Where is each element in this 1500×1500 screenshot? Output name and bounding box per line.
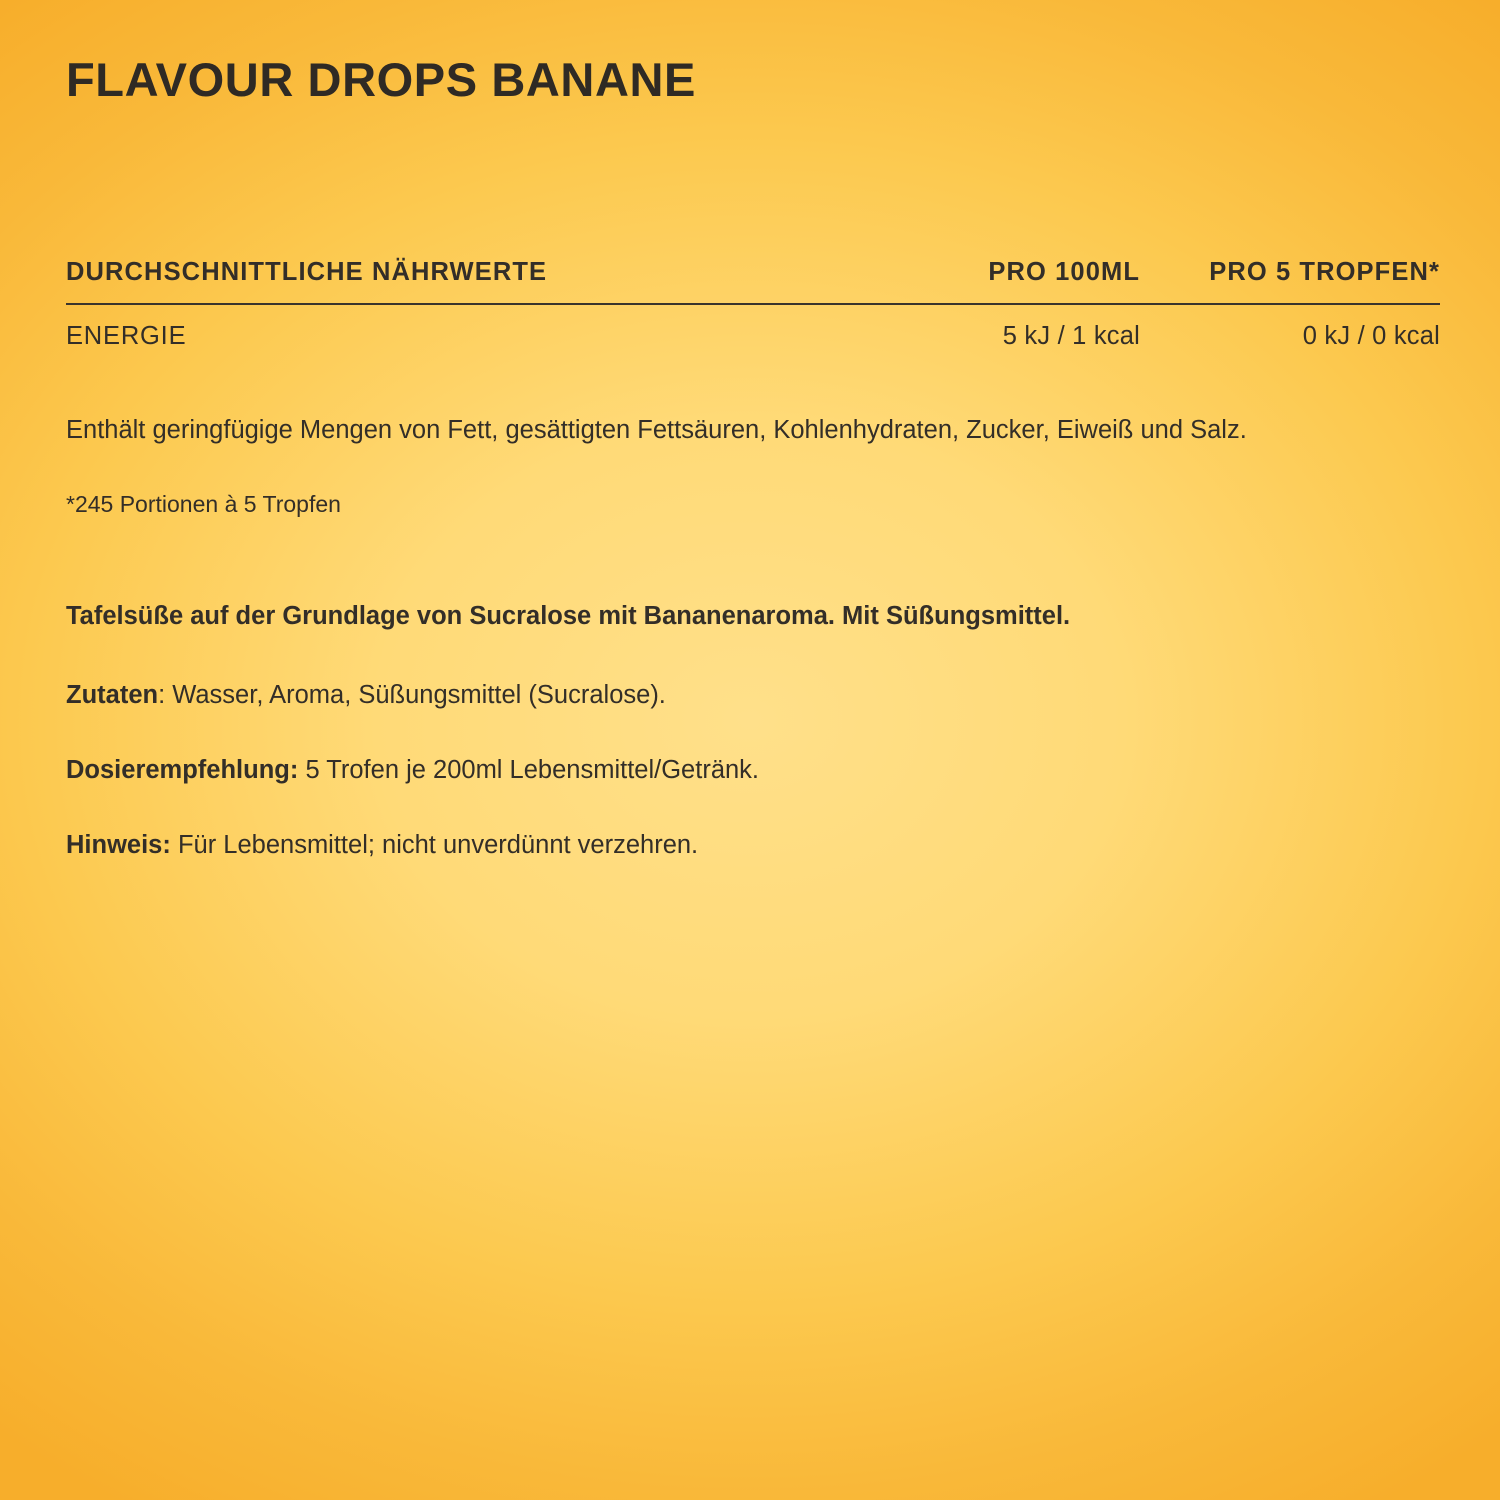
ingredients-label: Zutaten [66, 680, 159, 709]
ingredients-value: Wasser, Aroma, Süßungsmittel (Sucralose). [172, 680, 666, 709]
dosage-label: Dosierempfehlung: [66, 755, 299, 784]
nutrition-row-per-serving: 0 kJ / 0 kcal [1302, 322, 1440, 350]
page-title: FLAVOUR DROPS BANANE [66, 53, 696, 106]
nutrition-row-label: ENERGIE [66, 322, 187, 350]
nutrition-header-per-serving: PRO 5 TROPFEN* [1209, 258, 1440, 286]
contains-note: Enthält geringfügige Mengen von Fett, gesättigten Fettsäuren, Kohlenhydraten, Zucker, Eiweiß und Salz. [66, 416, 1247, 444]
nutrition-row-per-100ml: 5 kJ / 1 kcal [1002, 322, 1140, 350]
ingredients-separator: : [158, 680, 173, 709]
nutrition-header-per-100ml: PRO 100ML [988, 258, 1140, 286]
hint-value: Für Lebensmittel; nicht unverdünnt verzehren. [170, 830, 699, 859]
description-block [66, 412, 1406, 902]
header-block [66, 54, 1440, 106]
nutrition-table [66, 258, 1440, 351]
ingredients-paragraph [66, 677, 1406, 714]
hint-label: Hinweis: [66, 830, 171, 859]
dosage-value: 5 Trofen je 200ml Lebensmittel/Getränk. [298, 755, 760, 784]
nutrition-table-header-row [66, 258, 1440, 305]
nutrition-header-label: DURCHSCHNITTLICHE NÄHRWERTE [66, 258, 548, 286]
product-lead-text: Tafelsüße auf der Grundlage von Sucralose mit Bananenaroma. Mit Süßungsmittel. [66, 602, 1071, 631]
hint-paragraph [66, 827, 1406, 864]
table-row [66, 305, 1440, 351]
serving-footnote: *245 Portionen à 5 Tropfen [66, 491, 341, 518]
dosage-paragraph [66, 752, 1406, 789]
